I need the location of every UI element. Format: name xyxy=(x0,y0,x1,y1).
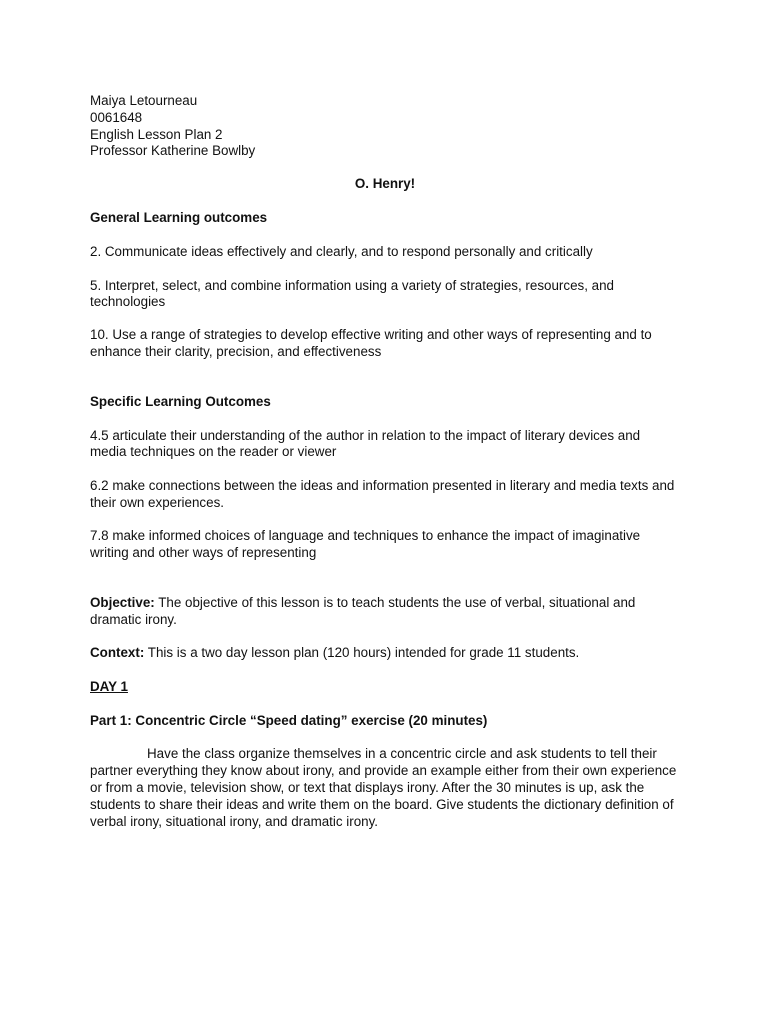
part1-paragraph: Have the class organize themselves in a concentric circle and ask students to tell their partner everything they know about irony, and provide an example either from their own experience or from a movie, television show, or text that displays irony. After the 30 minutes is up, ask the students to share their ideas and write them on the board. Give students the dictionary definition of verbal irony, situational irony, and dramatic irony. xyxy=(90,746,677,829)
general-outcomes-heading: General Learning outcomes xyxy=(90,209,268,225)
general-outcome-item: 5. Interpret, select, and combine information using a variety of strategies, resources, and technologies xyxy=(90,277,614,310)
context-label: Context: xyxy=(90,644,145,660)
objective-text: The objective of this lesson is to teach students the use of verbal, situational and dramatic irony. xyxy=(90,595,636,628)
general-outcome-item: 2. Communicate ideas effectively and clearly, and to respond personally and critically xyxy=(90,243,593,259)
specific-outcomes-heading: Specific Learning Outcomes xyxy=(90,393,271,409)
specific-outcome-item: 7.8 make informed choices of language and techniques to enhance the impact of imaginative writing and other ways of representing xyxy=(90,527,641,560)
document-title: O. Henry! xyxy=(354,176,416,192)
context-text: This is a two day lesson plan (120 hours) intended for grade 11 students. xyxy=(144,644,580,660)
objective-label: Objective: xyxy=(90,595,155,611)
author-block xyxy=(90,93,680,160)
day1-heading: DAY 1 xyxy=(90,678,128,694)
specific-outcome-item: 4.5 articulate their understanding of the author in relation to the impact of literary devices and media techniques on the reader or viewer xyxy=(90,427,641,460)
context-paragraph xyxy=(90,645,680,662)
student-number: 0061648 xyxy=(90,109,143,125)
specific-outcome-item: 6.2 make connections between the ideas and information presented in literary and media texts and their own experiences. xyxy=(90,478,675,510)
author-name: Maiya Letourneau xyxy=(90,93,198,108)
part1-heading: Part 1: Concentric Circle “Speed dating” exercise (20 minutes) xyxy=(90,712,488,728)
general-outcome-item: 10. Use a range of strategies to develop effective writing and other ways of representing and to enhance their clarity, precision, and effectiveness xyxy=(90,327,652,359)
document-body xyxy=(90,93,680,830)
course-title: English Lesson Plan 2 xyxy=(90,126,223,142)
professor-name: Professor Katherine Bowlby xyxy=(90,143,256,159)
objective-paragraph xyxy=(90,595,665,629)
